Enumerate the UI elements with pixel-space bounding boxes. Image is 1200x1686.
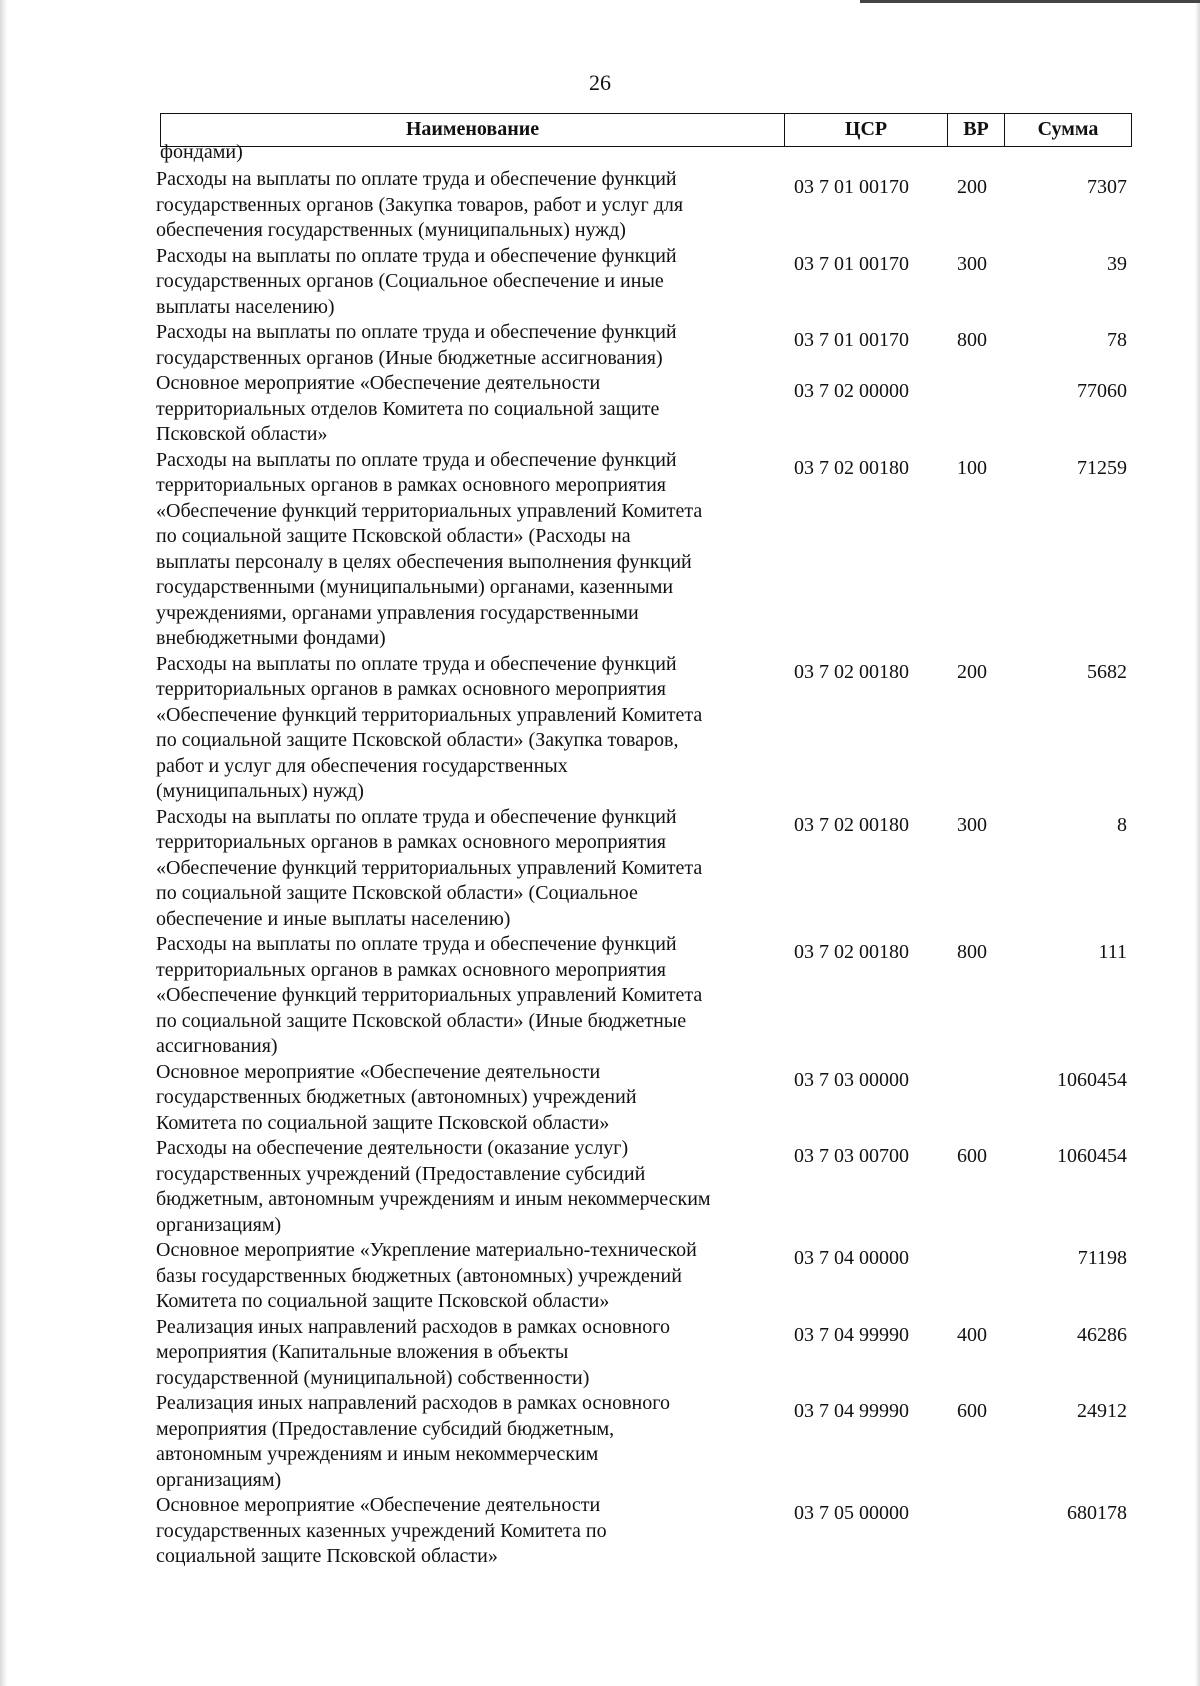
table-row <box>152 320 1142 371</box>
row-name-line: «Обеспечение функций территориальных управлений Комитета <box>156 856 703 879</box>
row-name-line: Расходы на выплаты по оплате труда и обеспечение функций <box>156 652 677 675</box>
row-name <box>152 1315 794 1392</box>
row-name-line: социальной защите Псковской области» <box>156 1545 498 1567</box>
row-name-line: территориальных органов в рамках основного мероприятия <box>156 831 666 853</box>
row-csr: 03 7 02 00180 <box>794 813 909 836</box>
row-name <box>152 1060 794 1137</box>
row-name-line: обеспечение и иные выплаты населению) <box>156 907 511 930</box>
row-name <box>152 652 794 805</box>
row-vr: 800 <box>957 329 987 351</box>
row-name-line: организациям) <box>156 1213 282 1236</box>
row-name-line: Расходы на обеспечение деятельности (оказание услуг) <box>156 1137 629 1159</box>
row-csr: 03 7 03 00000 <box>794 1068 909 1091</box>
row-vr: 100 <box>957 456 987 479</box>
row-csr: 03 7 04 99990 <box>794 1400 909 1422</box>
row-name-line: Основное мероприятие «Укрепление материально-технической <box>156 1239 697 1261</box>
row-csr: 03 7 02 00000 <box>794 380 909 402</box>
row-csr: 03 7 01 00170 <box>794 176 909 198</box>
row-name-line: Расходы на выплаты по оплате труда и обеспечение функций <box>156 933 677 955</box>
row-vr <box>957 1238 1007 1315</box>
row-name-line: «Обеспечение функций территориальных управлений Комитета <box>156 984 703 1006</box>
row-name-line: государственных органов (Социальное обеспечение и иные <box>156 270 664 292</box>
scan-edge-left <box>0 0 8 1686</box>
row-name <box>152 932 794 1060</box>
row-name-line: мероприятия (Капитальные вложения в объекты <box>156 1341 569 1363</box>
row-name-line: бюджетным, автономным учреждениям и иным некоммерческим <box>156 1188 711 1210</box>
row-name-line: по социальной защите Псковской области» (Закупка товаров, <box>156 729 679 751</box>
budget-table <box>152 113 1142 1570</box>
continuation-text: фондами) <box>160 141 243 163</box>
header-sum: Сумма <box>1037 118 1099 140</box>
row-name <box>152 1493 794 1570</box>
row-name-line: по социальной защите Псковской области» (Социальное <box>156 882 638 904</box>
row-name-line: Расходы на выплаты по оплате труда и обеспечение функций <box>156 168 677 190</box>
row-name-line: Псковской области» <box>156 423 328 445</box>
header-csr: ЦСР <box>785 114 948 146</box>
row-sum: 8 <box>1117 813 1127 836</box>
row-sum: 24912 <box>1077 1400 1127 1422</box>
row-name-line: государственной (муниципальной) собственности) <box>156 1366 590 1389</box>
row-sum: 71198 <box>1077 1247 1127 1269</box>
row-name-line: автономным учреждениям и иным некоммерческим <box>156 1443 599 1465</box>
row-name-line: государственных органов (Иные бюджетные ассигнования) <box>156 346 663 369</box>
row-sum: 680178 <box>1067 1502 1127 1524</box>
row-name-line: работ и услуг для обеспечения государственных <box>156 754 568 777</box>
row-name-line: выплаты персоналу в целях обеспечения выполнения функций <box>156 550 692 573</box>
row-sum: 46286 <box>1077 1323 1127 1346</box>
header-name: Наименование <box>161 114 785 146</box>
row-name-line: Расходы на выплаты по оплате труда и обеспечение функций <box>156 321 677 343</box>
row-name <box>152 167 794 244</box>
row-name-line: Комитета по социальной защите Псковской области» <box>156 1290 610 1312</box>
row-name-line: Основное мероприятие «Обеспечение деятельности <box>156 372 601 394</box>
row-name-line: мероприятия (Предоставление субсидий бюджетным, <box>156 1417 615 1440</box>
row-name-line: государственных казенных учреждений Комитета по <box>156 1519 607 1542</box>
row-name-line: базы государственных бюджетных (автономных) учреждений <box>156 1264 682 1287</box>
row-name-line: территориальных органов в рамках основного мероприятия <box>156 474 666 496</box>
row-name <box>152 320 794 371</box>
table-body <box>152 167 1142 1570</box>
row-name-line: организациям) <box>156 1468 282 1491</box>
row-name-line: территориальных отделов Комитета по социальной защите <box>156 397 660 420</box>
row-csr: 03 7 04 99990 <box>794 1323 909 1346</box>
row-name-line: Реализация иных направлений расходов в рамках основного <box>156 1315 670 1338</box>
row-name-line: Основное мероприятие «Обеспечение деятельности <box>156 1060 601 1083</box>
row-csr: 03 7 01 00170 <box>794 252 909 275</box>
row-sum: 111 <box>1098 941 1127 963</box>
row-sum: 5682 <box>1087 660 1127 683</box>
row-sum: 78 <box>1107 329 1127 351</box>
row-name-line: государственными (муниципальными) органами, казенными <box>156 576 674 598</box>
table-row <box>152 1136 1142 1238</box>
row-name-line: государственных учреждений (Предоставление субсидий <box>156 1162 646 1185</box>
row-name-line: обеспечения государственных (муниципальных) нужд) <box>156 219 626 241</box>
row-name <box>152 1136 794 1238</box>
row-name-line: Расходы на выплаты по оплате труда и обеспечение функций <box>156 448 677 471</box>
row-sum: 1060454 <box>1057 1068 1127 1091</box>
row-name-line: Комитета по социальной защите Псковской области» <box>156 1111 610 1134</box>
table-row <box>152 244 1142 321</box>
row-vr: 600 <box>957 1145 987 1167</box>
row-csr: 03 7 02 00180 <box>794 456 909 479</box>
table-row <box>152 1493 1142 1570</box>
table-row <box>152 1315 1142 1392</box>
row-csr: 03 7 02 00180 <box>794 660 909 683</box>
table-row <box>152 371 1142 448</box>
row-vr <box>957 371 1007 448</box>
row-csr: 03 7 02 00180 <box>794 941 909 963</box>
row-csr: 03 7 05 00000 <box>794 1502 909 1524</box>
row-name-line: «Обеспечение функций территориальных управлений Комитета <box>156 499 703 522</box>
row-name <box>152 1391 794 1493</box>
row-name <box>152 448 794 652</box>
row-name-line: (муниципальных) нужд) <box>156 780 364 802</box>
row-vr: 800 <box>957 941 987 963</box>
row-name-line: государственных бюджетных (автономных) учреждений <box>156 1086 637 1108</box>
row-name-line: Расходы на выплаты по оплате труда и обеспечение функций <box>156 805 677 828</box>
row-name <box>152 805 794 933</box>
row-vr: 600 <box>957 1400 987 1422</box>
row-name-line: выплаты населению) <box>156 295 335 318</box>
row-name <box>152 244 794 321</box>
row-sum: 71259 <box>1077 456 1127 479</box>
row-name <box>152 1238 794 1315</box>
row-name-line: учреждениями, органами управления государственными <box>156 601 639 624</box>
row-vr: 300 <box>957 252 987 275</box>
row-vr: 300 <box>957 813 987 836</box>
row-csr: 03 7 04 00000 <box>794 1247 909 1269</box>
row-sum: 1060454 <box>1057 1145 1127 1167</box>
scan-edge-top <box>860 0 1200 3</box>
row-name-line: территориальных органов в рамках основного мероприятия <box>156 678 666 700</box>
row-name-line: Расходы на выплаты по оплате труда и обеспечение функций <box>156 244 677 267</box>
row-name <box>152 371 794 448</box>
table-header <box>160 113 1132 147</box>
row-name-line: «Обеспечение функций территориальных управлений Комитета <box>156 703 703 726</box>
row-name-line: ассигнования) <box>156 1035 278 1057</box>
table-row <box>152 1238 1142 1315</box>
scan-edge-right <box>1195 0 1200 1686</box>
table-row <box>152 167 1142 244</box>
row-name-line: по социальной защите Псковской области» (Расходы на <box>156 525 631 547</box>
row-sum: 77060 <box>1077 380 1127 402</box>
row-vr: 200 <box>957 176 987 198</box>
row-csr: 03 7 01 00170 <box>794 329 909 351</box>
row-sum: 7307 <box>1087 176 1127 198</box>
header-vr: ВР <box>948 114 1005 146</box>
row-sum: 39 <box>1107 252 1127 275</box>
row-name-line: Основное мероприятие «Обеспечение деятельности <box>156 1494 601 1516</box>
page-number: 26 <box>589 70 611 95</box>
table-row <box>152 448 1142 652</box>
table-row <box>152 932 1142 1060</box>
table-row <box>152 805 1142 933</box>
table-row <box>152 1060 1142 1137</box>
row-name-line: государственных органов (Закупка товаров, работ и услуг для <box>156 193 684 216</box>
row-vr <box>957 1060 1007 1137</box>
row-name-line: территориальных органов в рамках основного мероприятия <box>156 958 666 981</box>
row-name-line: Реализация иных направлений расходов в рамках основного <box>156 1392 670 1414</box>
row-vr: 200 <box>957 660 987 683</box>
table-row <box>152 1391 1142 1493</box>
row-vr: 400 <box>957 1323 987 1346</box>
row-name-line: по социальной защите Псковской области» (Иные бюджетные <box>156 1009 687 1032</box>
row-csr: 03 7 03 00700 <box>794 1145 909 1167</box>
table-row <box>152 652 1142 805</box>
row-name-line: внебюджетными фондами) <box>156 627 386 649</box>
row-vr <box>957 1493 1007 1570</box>
